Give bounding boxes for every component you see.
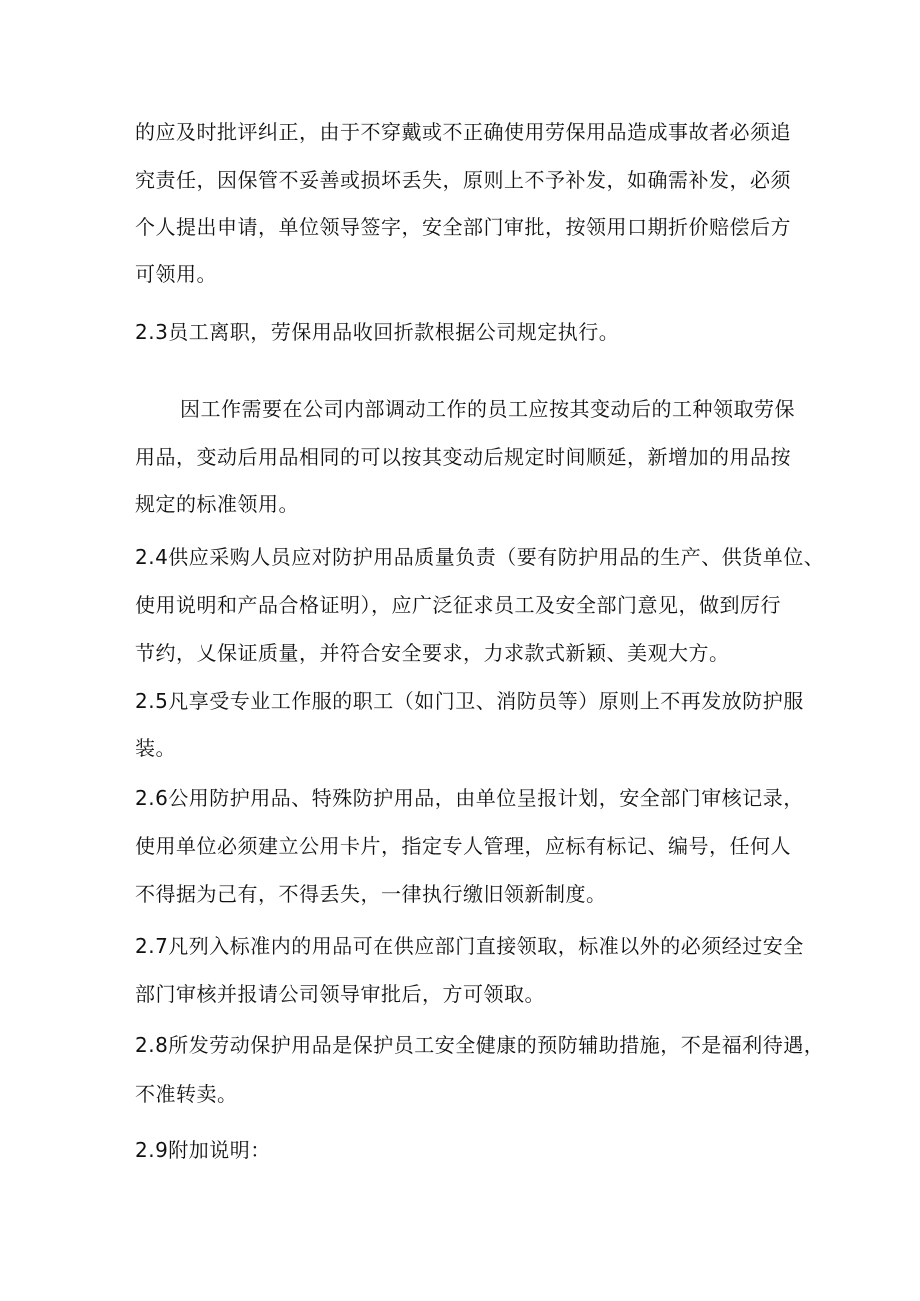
text-line: 个人提出申请，单位领导签字，安全部门审批，按领用口期折价赔偿后方 [135,215,791,239]
section-2-4: 2.4供应采购人员应对防护用品质量负责（要有防护用品的生产、供货单位、 [135,545,825,569]
text-line: 部门审核并报请公司领导审批后，方可领取。 [135,982,545,1006]
text-line: 究责任，因保管不妥善或损坏丢失，原则上不予补发，如确需补发，必须 [135,168,791,192]
text-line: 用品，变动后用品相同的可以按其变动后规定时间顺延，新增加的用品按 [135,445,791,469]
section-2-3: 2.3员工离职，劳保用品收回折款根据公司规定执行。 [135,320,620,344]
text-line: 使用说明和产品合格证明），应广泛征求员工及安全部门意见，做到厉行 [135,593,781,617]
text-line: 不准转卖。 [135,1082,238,1106]
text-line: 节约，乂保证质量，并符合安全要求，力求款式新颖、美观大方。 [135,641,730,665]
section-2-9: 2.9附加说明： [135,1138,271,1162]
section-2-7: 2.7凡列入标准内的用品可在供应部门直接领取，标准以外的必须经过安全 [135,934,804,958]
text-line: 可领用。 [135,262,217,286]
text-line: 使用单位必须建立公用卡片，指定专人管理，应标有标记、编号，任何人 [135,834,791,858]
text-line: 装。 [135,736,176,760]
text-line: 的应及时批评纠正，由于不穿戴或不正确使用劳保用品造成事故者必须追 [135,120,791,144]
text-line: 规定的标准领用。 [135,492,299,516]
section-2-5: 2.5凡享受专业工作服的职工（如门卫、消防员等）原则上不再发放防护服 [135,689,804,713]
text-line: 不得据为己有，不得丢失，一律执行缴旧领新制度。 [135,882,607,906]
paragraph-indent-line: 因工作需要在公司内部调动工作的员工应按其变动后的工种领取劳保 [180,397,795,421]
section-2-8: 2.8所发劳动保护用品是保护员工安全健康的预防辅助措施，不是福利待遇， [135,1033,825,1057]
section-2-6: 2.6公用防护用品、特殊防护用品，由单位呈报计划，安全部门审核记录， [135,786,804,810]
